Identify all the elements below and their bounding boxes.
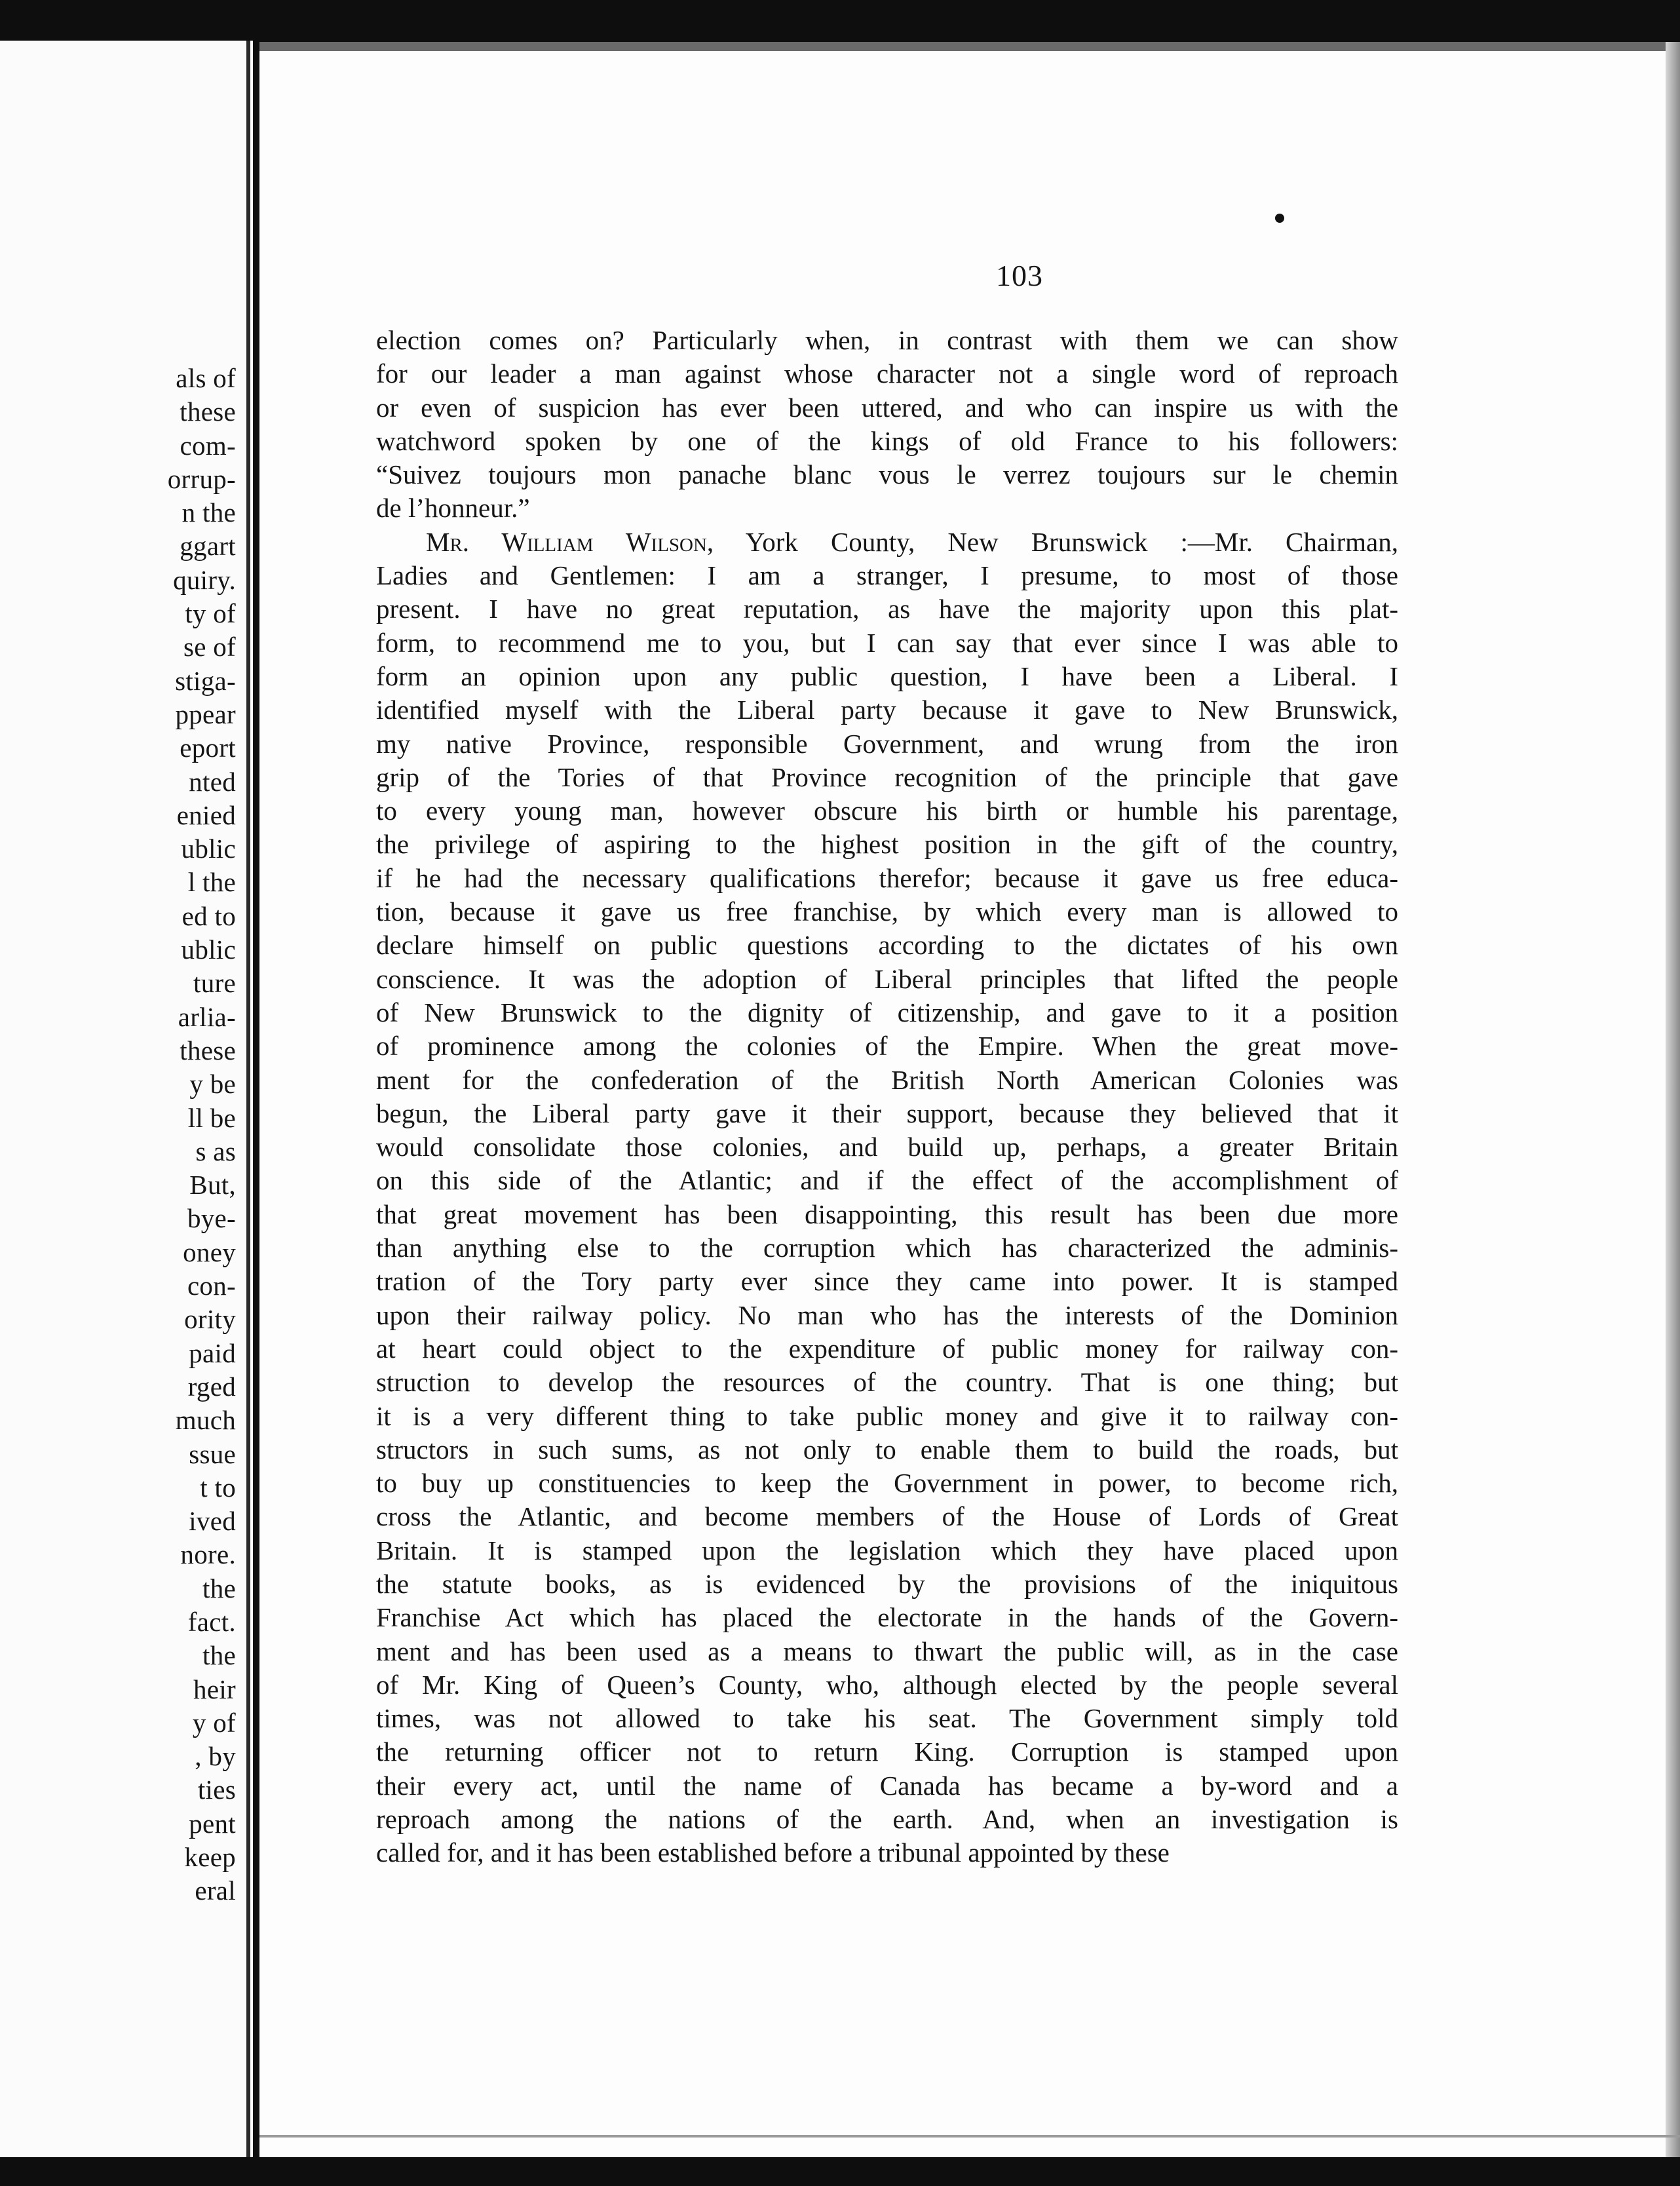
text-line: tion, because it gave us free franchise, by which every man is allowed to: [376, 896, 1398, 927]
text-line: it is a very different thing to take public money and give it to railway con-: [376, 1400, 1398, 1431]
text-line: if he had the necessary qualifications therefor; because it gave us free educa-: [376, 862, 1398, 893]
previous-page-line: eral: [195, 1875, 236, 1906]
previous-page: [0, 41, 253, 2157]
previous-page-line: ll be: [187, 1102, 236, 1133]
text-line: Britain. It is stamped upon the legislation which they have placed upon: [376, 1535, 1398, 1565]
previous-page-line: enied: [176, 799, 236, 830]
previous-page-line: l the: [187, 867, 236, 898]
previous-page-line: y be: [189, 1069, 236, 1100]
previous-page-line: rged: [187, 1371, 236, 1402]
previous-page-line: ublic: [181, 834, 236, 864]
previous-page-line: much: [175, 1405, 236, 1436]
text-line: on this side of the Atlantic; and if the effect of the accomplishment of: [376, 1165, 1398, 1196]
text-line: of Mr. King of Queen’s County, who, although elected by the people several: [376, 1669, 1398, 1700]
text-line: grip of the Tories of that Province recognition of the principle that gave: [376, 761, 1398, 792]
text-line: or even of suspicion has ever been uttered, and who can inspire us with the: [376, 392, 1398, 423]
line-text: York County, New Brunswick :—Mr. Chairman,: [714, 526, 1398, 557]
previous-page-line: ppear: [175, 699, 236, 729]
text-line: declare himself on public questions according to the dictates of his own: [376, 930, 1398, 961]
text-line: cross the Atlantic, and become members of the House of Lords of Great: [376, 1501, 1398, 1532]
previous-page-line: nted: [189, 766, 236, 797]
page-gutter: [246, 41, 250, 2157]
text-line: reproach among the nations of the earth. And, when an investigation is: [376, 1804, 1398, 1835]
text-line: that great movement has been disappointing, this result has been due more: [376, 1198, 1398, 1229]
previous-page-line: fact.: [187, 1606, 236, 1637]
text-line: times, was not allowed to take his seat. The Government simply told: [376, 1703, 1398, 1734]
text-line: present. I have no great reputation, as have the majority upon this plat-: [376, 594, 1398, 624]
previous-page-line: stiga-: [175, 665, 236, 696]
previous-page-text-column: [0, 362, 236, 1908]
previous-page-line: ssue: [189, 1438, 236, 1469]
text-line: upon their railway policy. No man who has the interests of the Dominion: [376, 1299, 1398, 1330]
previous-page-line: ublic: [181, 934, 236, 965]
top-page-edge: [259, 42, 1680, 51]
previous-page-line: the: [202, 1573, 236, 1603]
text-line: ment for the confederation of the British North American Colonies was: [376, 1064, 1398, 1095]
text-line: than anything else to the corruption which has characterized the adminis-: [376, 1233, 1398, 1263]
text-line: their every act, until the name of Canada has became a by-word and a: [376, 1770, 1398, 1801]
right-page-edge: [1666, 42, 1680, 2157]
previous-page-line: n the: [181, 497, 236, 528]
previous-page-line: keep: [184, 1842, 236, 1873]
text-line: called for, and it has been established before a tribunal appointed by these: [376, 1837, 1170, 1868]
previous-page-line: ty of: [185, 598, 236, 629]
text-line: de l’honneur.”: [376, 493, 530, 524]
previous-page-line: paid: [189, 1337, 236, 1368]
previous-page-line: heir: [193, 1674, 236, 1704]
speaker-name: Mr. William Wilson,: [426, 526, 714, 557]
text-line: at heart could object to the expenditure of public money for railway con-: [376, 1333, 1398, 1364]
page-number: 103: [996, 259, 1043, 292]
previous-page-line: bye-: [187, 1203, 236, 1234]
text-line: of New Brunswick to the dignity of citizenship, and gave to it a position: [376, 997, 1398, 1027]
previous-page-line: s as: [195, 1136, 236, 1166]
text-line: begun, the Liberal party gave it their support, because they believed that it: [376, 1098, 1398, 1128]
text-line: to buy up constituencies to keep the Government in power, to become rich,: [376, 1468, 1398, 1499]
text-line: struction to develop the resources of the country. That is one thing; but: [376, 1367, 1398, 1398]
previous-page-line: y of: [192, 1707, 236, 1738]
ink-speck: [1275, 214, 1284, 223]
previous-page-line: , by: [195, 1741, 236, 1772]
previous-page-line: con-: [187, 1271, 236, 1301]
text-line: to every young man, however obscure his birth or humble his parentage,: [376, 796, 1398, 826]
previous-page-line: ived: [189, 1506, 236, 1537]
previous-page-line: se of: [183, 632, 236, 662]
text-line: Ladies and Gentlemen: I am a stranger, I presume, to most of those: [376, 560, 1398, 591]
text-line: conscience. It was the adoption of Liberal principles that lifted the people: [376, 963, 1398, 994]
text-line: identified myself with the Liberal party because it gave to New Brunswick,: [376, 695, 1398, 725]
text-line: Franchise Act which has placed the electorate in the hands of the Govern-: [376, 1602, 1398, 1633]
body-text: [376, 324, 1398, 1870]
previous-page-line: quiry.: [173, 564, 236, 595]
previous-page-line: ority: [184, 1304, 236, 1335]
previous-page-line: eport: [180, 733, 236, 763]
previous-page-line: pent: [189, 1808, 236, 1839]
previous-page-line: ed to: [181, 900, 236, 931]
previous-page-line: als of: [176, 363, 236, 393]
previous-page-line: ture: [193, 968, 236, 999]
text-line: “Suivez toujours mon panache blanc vous le verrez toujours sur le chemin: [376, 459, 1398, 490]
text-line: the statute books, as is evidenced by the provisions of the iniquitous: [376, 1568, 1398, 1599]
text-line: would consolidate those colonies, and build up, perhaps, a greater Britain: [376, 1132, 1398, 1162]
text-line: my native Province, responsible Government, and wrung from the iron: [376, 728, 1398, 759]
text-line: tration of the Tory party ever since they came into power. It is stamped: [376, 1266, 1398, 1297]
text-line: form, to recommend me to you, but I can say that ever since I was able to: [376, 627, 1398, 658]
text-line: [376, 526, 1398, 559]
current-page: [259, 42, 1680, 2157]
previous-page-line: com-: [180, 430, 236, 461]
text-line: ment and has been used as a means to thwart the public will, as in the case: [376, 1636, 1398, 1666]
bottom-page-edge: [259, 2135, 1680, 2138]
previous-page-line: t to: [200, 1472, 236, 1503]
text-line: of prominence among the colonies of the Empire. When the great move-: [376, 1031, 1398, 1062]
text-line: structors in such sums, as not only to enable them to build the roads, but: [376, 1434, 1398, 1465]
text-line: the privilege of aspiring to the highest position in the gift of the country,: [376, 829, 1398, 860]
previous-page-line: orrup-: [167, 463, 236, 494]
text-line: watchword spoken by one of the kings of old France to his followers:: [376, 425, 1398, 456]
previous-page-line: these: [180, 396, 236, 427]
text-line: for our leader a man against whose character not a single word of reproach: [376, 358, 1398, 389]
previous-page-line: ggart: [180, 531, 236, 562]
text-line: form an opinion upon any public question, I have been a Liberal. I: [376, 661, 1398, 691]
previous-page-line: the: [202, 1640, 236, 1671]
previous-page-line: these: [180, 1035, 236, 1065]
text-line: the returning officer not to return King. Corruption is stamped upon: [376, 1736, 1398, 1767]
text-line: election comes on? Particularly when, in contrast with them we can show: [376, 325, 1398, 355]
previous-page-line: ties: [197, 1774, 236, 1805]
previous-page-line: arlia-: [178, 1001, 236, 1032]
previous-page-line: nore.: [180, 1539, 236, 1570]
previous-page-line: But,: [189, 1170, 236, 1200]
previous-page-line: oney: [183, 1237, 236, 1267]
